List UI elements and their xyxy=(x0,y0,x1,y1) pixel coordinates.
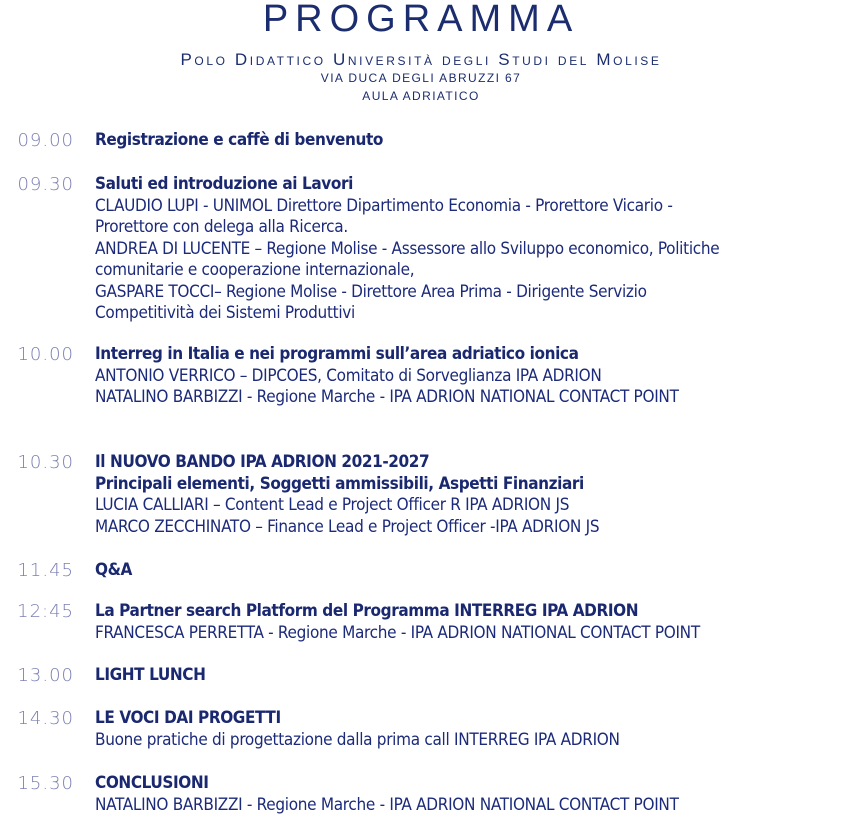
session-detail: CLAUDIO LUPI - UNIMOL Direttore Dipartimento Economia - Prorettore Vicario - xyxy=(95,195,673,216)
session-detail: MARCO ZECCHINATO – Finance Lead e Project Officer -IPA ADRION JS xyxy=(95,516,600,537)
session-heading: CONCLUSIONI xyxy=(95,773,209,793)
session-time: 13.00 xyxy=(17,665,74,686)
session-time: 10.00 xyxy=(17,344,74,365)
session-body xyxy=(95,708,842,751)
session-heading: Il NUOVO BANDO IPA ADRION 2021-2027 xyxy=(95,452,430,472)
venue-room: AULA ADRIATICO xyxy=(362,89,480,103)
session-heading: Interreg in Italia e nei programmi sull’area adriatico ionica xyxy=(95,344,579,364)
session-detail: NATALINO BARBIZZI - Regione Marche - IPA ADRION NATIONAL CONTACT POINT xyxy=(95,794,679,815)
session-time: 12:45 xyxy=(17,601,74,622)
session-heading: LE VOCI DAI PROGETTI xyxy=(95,708,281,728)
session-time: 10.30 xyxy=(17,452,74,473)
session-detail: ANDREA DI LUCENTE – Regione Molise - Assessore allo Sviluppo economico, Politiche xyxy=(95,238,720,259)
session-body xyxy=(95,130,842,152)
session-detail: Competitività dei Sistemi Produttivi xyxy=(95,303,355,323)
session-heading: Saluti ed introduzione ai Lavori xyxy=(95,174,353,194)
session-time: 15.30 xyxy=(17,773,74,794)
session-heading: Principali elementi, Soggetti ammissibili, Aspetti Finanziari xyxy=(95,473,584,494)
session-heading: La Partner search Platform del Programma INTERREG IPA ADRION xyxy=(95,601,639,621)
session-body xyxy=(95,174,842,325)
session-detail: GASPARE TOCCI– Regione Molise - Direttore Area Prima - Dirigente Servizio xyxy=(95,281,647,302)
session-body xyxy=(95,452,842,538)
session-detail: Prorettore con delega alla Ricerca. xyxy=(95,217,348,237)
session-time: 11.45 xyxy=(17,560,74,581)
session-detail: comunitarie e cooperazione internazionale, xyxy=(95,260,415,280)
session-detail: FRANCESCA PERRETTA - Regione Marche - IPA ADRION NATIONAL CONTACT POINT xyxy=(95,622,700,643)
session-body xyxy=(95,773,842,816)
session-heading: Q&A xyxy=(95,560,132,580)
session-body xyxy=(95,665,842,687)
session-heading: LIGHT LUNCH xyxy=(95,665,206,685)
page-title: PROGRAMMA xyxy=(262,0,580,40)
session-time: 09.30 xyxy=(17,174,74,195)
session-body xyxy=(95,601,842,644)
session-detail: ANTONIO VERRICO – DIPCOES, Comitato di Sorveglianza IPA ADRION xyxy=(95,365,602,386)
session-detail: NATALINO BARBIZZI - Regione Marche - IPA ADRION NATIONAL CONTACT POINT xyxy=(95,387,679,407)
venue-address: VIA DUCA DEGLI ABRUZZI 67 xyxy=(320,71,522,85)
session-body xyxy=(95,560,842,582)
session-detail: LUCIA CALLIARI – Content Lead e Project Officer R IPA ADRION JS xyxy=(95,495,570,515)
session-time: 09.00 xyxy=(17,130,74,151)
session-detail: Buone pratiche di progettazione dalla prima call INTERREG IPA ADRION xyxy=(95,729,620,750)
session-time: 14.30 xyxy=(17,708,74,729)
session-heading: Registrazione e caffè di benvenuto xyxy=(95,130,384,150)
venue-name: Polo Didattico Università degli Studi del Molise xyxy=(180,50,662,69)
session-body xyxy=(95,344,842,409)
